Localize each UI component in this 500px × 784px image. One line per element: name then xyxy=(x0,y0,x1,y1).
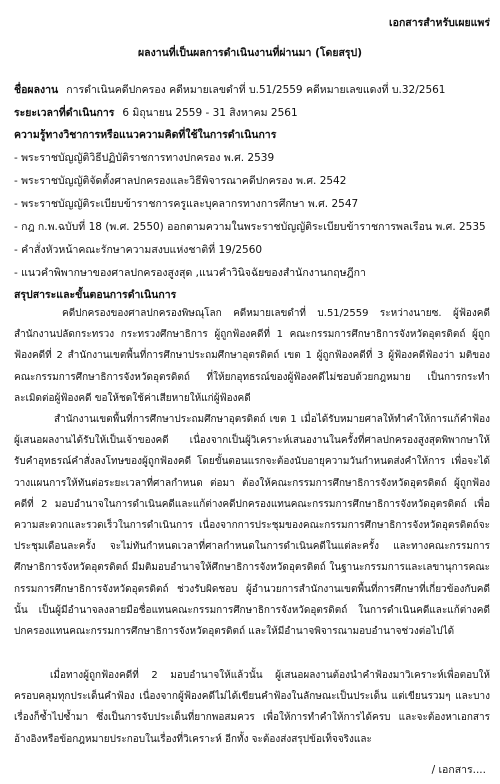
publication-stamp: เอกสารสำหรับเผยแพร่ xyxy=(389,17,490,29)
work-period-label: ระยะเวลาที่ดำเนินการ xyxy=(14,107,115,119)
work-period-row xyxy=(14,106,490,120)
work-name-row xyxy=(14,83,490,97)
work-period-value: 6 มิถุนายน 2559 - 31 สิงหาคม 2561 xyxy=(122,107,298,119)
summary-paragraph: เมื่อทางผู้ถูกฟ้องคดีที่ 2 มอบอำนาจให้แล้วนั้น ผู้เสนอผลงานต้องนำคำฟ้องมาวิเคราะห์เพื่อตอบให้ครอบคลุมทุกประเด็นคำฟ้อง เนื่องจากผู้ฟ้องคดีไม่ได้เขียนคำฟ้องในลักษณะเป็นประเด็น แต่เขียนรวมๆ และบางเรื่องก็ซ้ำไปซ้ำมา ซึ่งเป็นการจับประเด็นที่ยากพอสมควร เพื่อให้การทำคำให้การได้ครบ และจะต้องหาเอกสารอ้างอิงหรือข้อกฎหมายประกอบในเรื่องที่วิเคราะห์ อีกทั้ง จะต้องส่งสรุปข้อเท็จจริงและ xyxy=(14,670,490,745)
knowledge-item: - คำสั่งหัวหน้าคณะรักษาความสงบแห่งชาติที่ 19/2560 xyxy=(14,244,263,256)
knowledge-item: - พระราชบัญญัติวิธีปฏิบัติราชการทางปกครอง พ.ศ. 2539 xyxy=(14,152,275,164)
document-title: ผลงานที่เป็นผลการดำเนินงานที่ผ่านมา (โดยสรุป) xyxy=(137,47,363,59)
summary-heading: สรุปสาระและขั้นตอนการดำเนินการ xyxy=(14,289,177,301)
knowledge-item: - พระราชบัญญัติระเบียบข้าราชการครูและบุคลากรทางการศึกษา พ.ศ. 2547 xyxy=(14,198,359,210)
knowledge-item: - กฎ ก.พ.ฉบับที่ 18 (พ.ศ. 2550) ออกตามความในพระราชบัญญัติระเบียบข้าราชการพลเรือน พ.ศ. 2535 xyxy=(14,221,486,233)
summary-paragraph: คดีปกครองของศาลปกครองพิษณุโลก คดีหมายเลขดำที่ บ.51/2559 ระหว่างนายซ. ผู้ฟ้องคดี สำนักงานปลัดกระทรวง กระทรวงศึกษาธิการ ผู้ถูกฟ้องคดีที่ 1 คณะกรรมการศึกษาธิการจังหวัดอุตรดิตถ์ ผู้ถูกฟ้องคดีที่ 2 สำนักงานเขตพื้นที่การศึกษาประถมศึกษาอุตรดิตถ์ เขต 1 ผู้ถูกฟ้องคดีที่ 3 ผู้ฟ้องคดีฟ้องว่า มติของคณะกรรมการศึกษาธิการจังหวัดอุตรดิตถ์ ที่ให้ยกอุทธรณ์ของผู้ฟ้องคดีไม่ชอบด้วยกฎหมาย เป็นการกระทำละเมิดต่อผู้ฟ้องคดี ขอให้ชดใช้ค่าเสียหายให้แก่ผู้ฟ้องคดี xyxy=(14,308,490,404)
work-name-label: ชื่อผลงาน xyxy=(14,84,59,96)
knowledge-list xyxy=(14,151,490,289)
knowledge-item: - แนวคำพิพากษาของศาลปกครองสูงสุด ,แนวคำวินิจฉัยของสำนักงานกฤษฎีกา xyxy=(14,267,366,279)
knowledge-item: - พระราชบัญญัติจัดตั้งศาลปกครองและวิธีพิจารณาคดีปกครอง พ.ศ. 2542 xyxy=(14,175,347,187)
knowledge-heading: ความรู้ทางวิชาการหรือแนวความคิดที่ใช้ในการดำเนินการ xyxy=(14,129,277,141)
summary-paragraph: สำนักงานเขตพื้นที่การศึกษาประถมศึกษาอุตรดิตถ์ เขต 1 เมื่อได้รับหมายศาลให้ทำคำให้การแก้คำฟ้อง ผู้เสนอผลงานได้รับให้เป็นเจ้าของคดี เนื่องจากเป็นผู้วิเคราะห์เสนองานในครั้งที่ศาลปกครองสูงสุดพิพากษาให้รับคำอุทธรณ์คำสั่งลงโทษของผู้ถูกฟ้องคดี โดยขั้นตอนแรกจะต้องนับอายุความวันกำหนดส่งคำให้การ เพื่อจะได้วางแผนการให้ทันต่อระยะเวลาที่ศาลกำหนด ต่อมา ต้องให้คณะกรรมการศึกษาธิการจังหวัดอุตรดิตถ์ ผู้ถูกฟ้องคดีที่ 2 มอบอำนาจในการดำเนินคดีและแก้ต่างคดีปกครองแทนคณะกรรมการศึกษาธิการจังหวัดอุตรดิตถ์ เพื่อความสะดวกและรวดเร็วในการดำเนินการ เนื่องจากการประชุมของคณะกรรมการศึกษาธิการจังหวัดอุตรดิตถ์จะประชุมเดือนละครั้ง จะไม่ทันกำหนดเวลาที่ศาลกำหนดในการดำเนินคดีในแต่ละครั้ง และทางคณะกรรมการศึกษาธิการจังหวัดอุตรดิตถ์ มีมติมอบอำนาจให้ศึกษาธิการจังหวัดอุตรดิตถ์ ในฐานะกรรมการและเลขานุการคณะกรรมการศึกษาธิการจังหวัดอุตรดิตถ์ ช่วงรับผิดชอบ ผู้อำนวยการสำนักงานเขตพื้นที่การศึกษาที่เกี่ยวข้องกับคดีนั้น เป็นผู้มีอำนาจลงลายมือชื่อแทนคณะกรรมการศึกษาธิการจังหวัดอุตรดิตถ์ ในการดำเนินคดีและแก้ต่างคดีปกครองแทนคณะกรรมการศึกษาธิการจังหวัดอุตรดิตถ์ และให้มีอำนาจพิจารณามอบอำนาจช่วงต่อไปได้ xyxy=(14,414,490,638)
continuation-note: / เอกสาร.... xyxy=(431,764,486,776)
work-name-value: การดำเนินคดีปกครอง คดีหมายเลขดำที่ บ.51/2559 คดีหมายเลขแดงที่ บ.32/2561 xyxy=(66,84,446,96)
